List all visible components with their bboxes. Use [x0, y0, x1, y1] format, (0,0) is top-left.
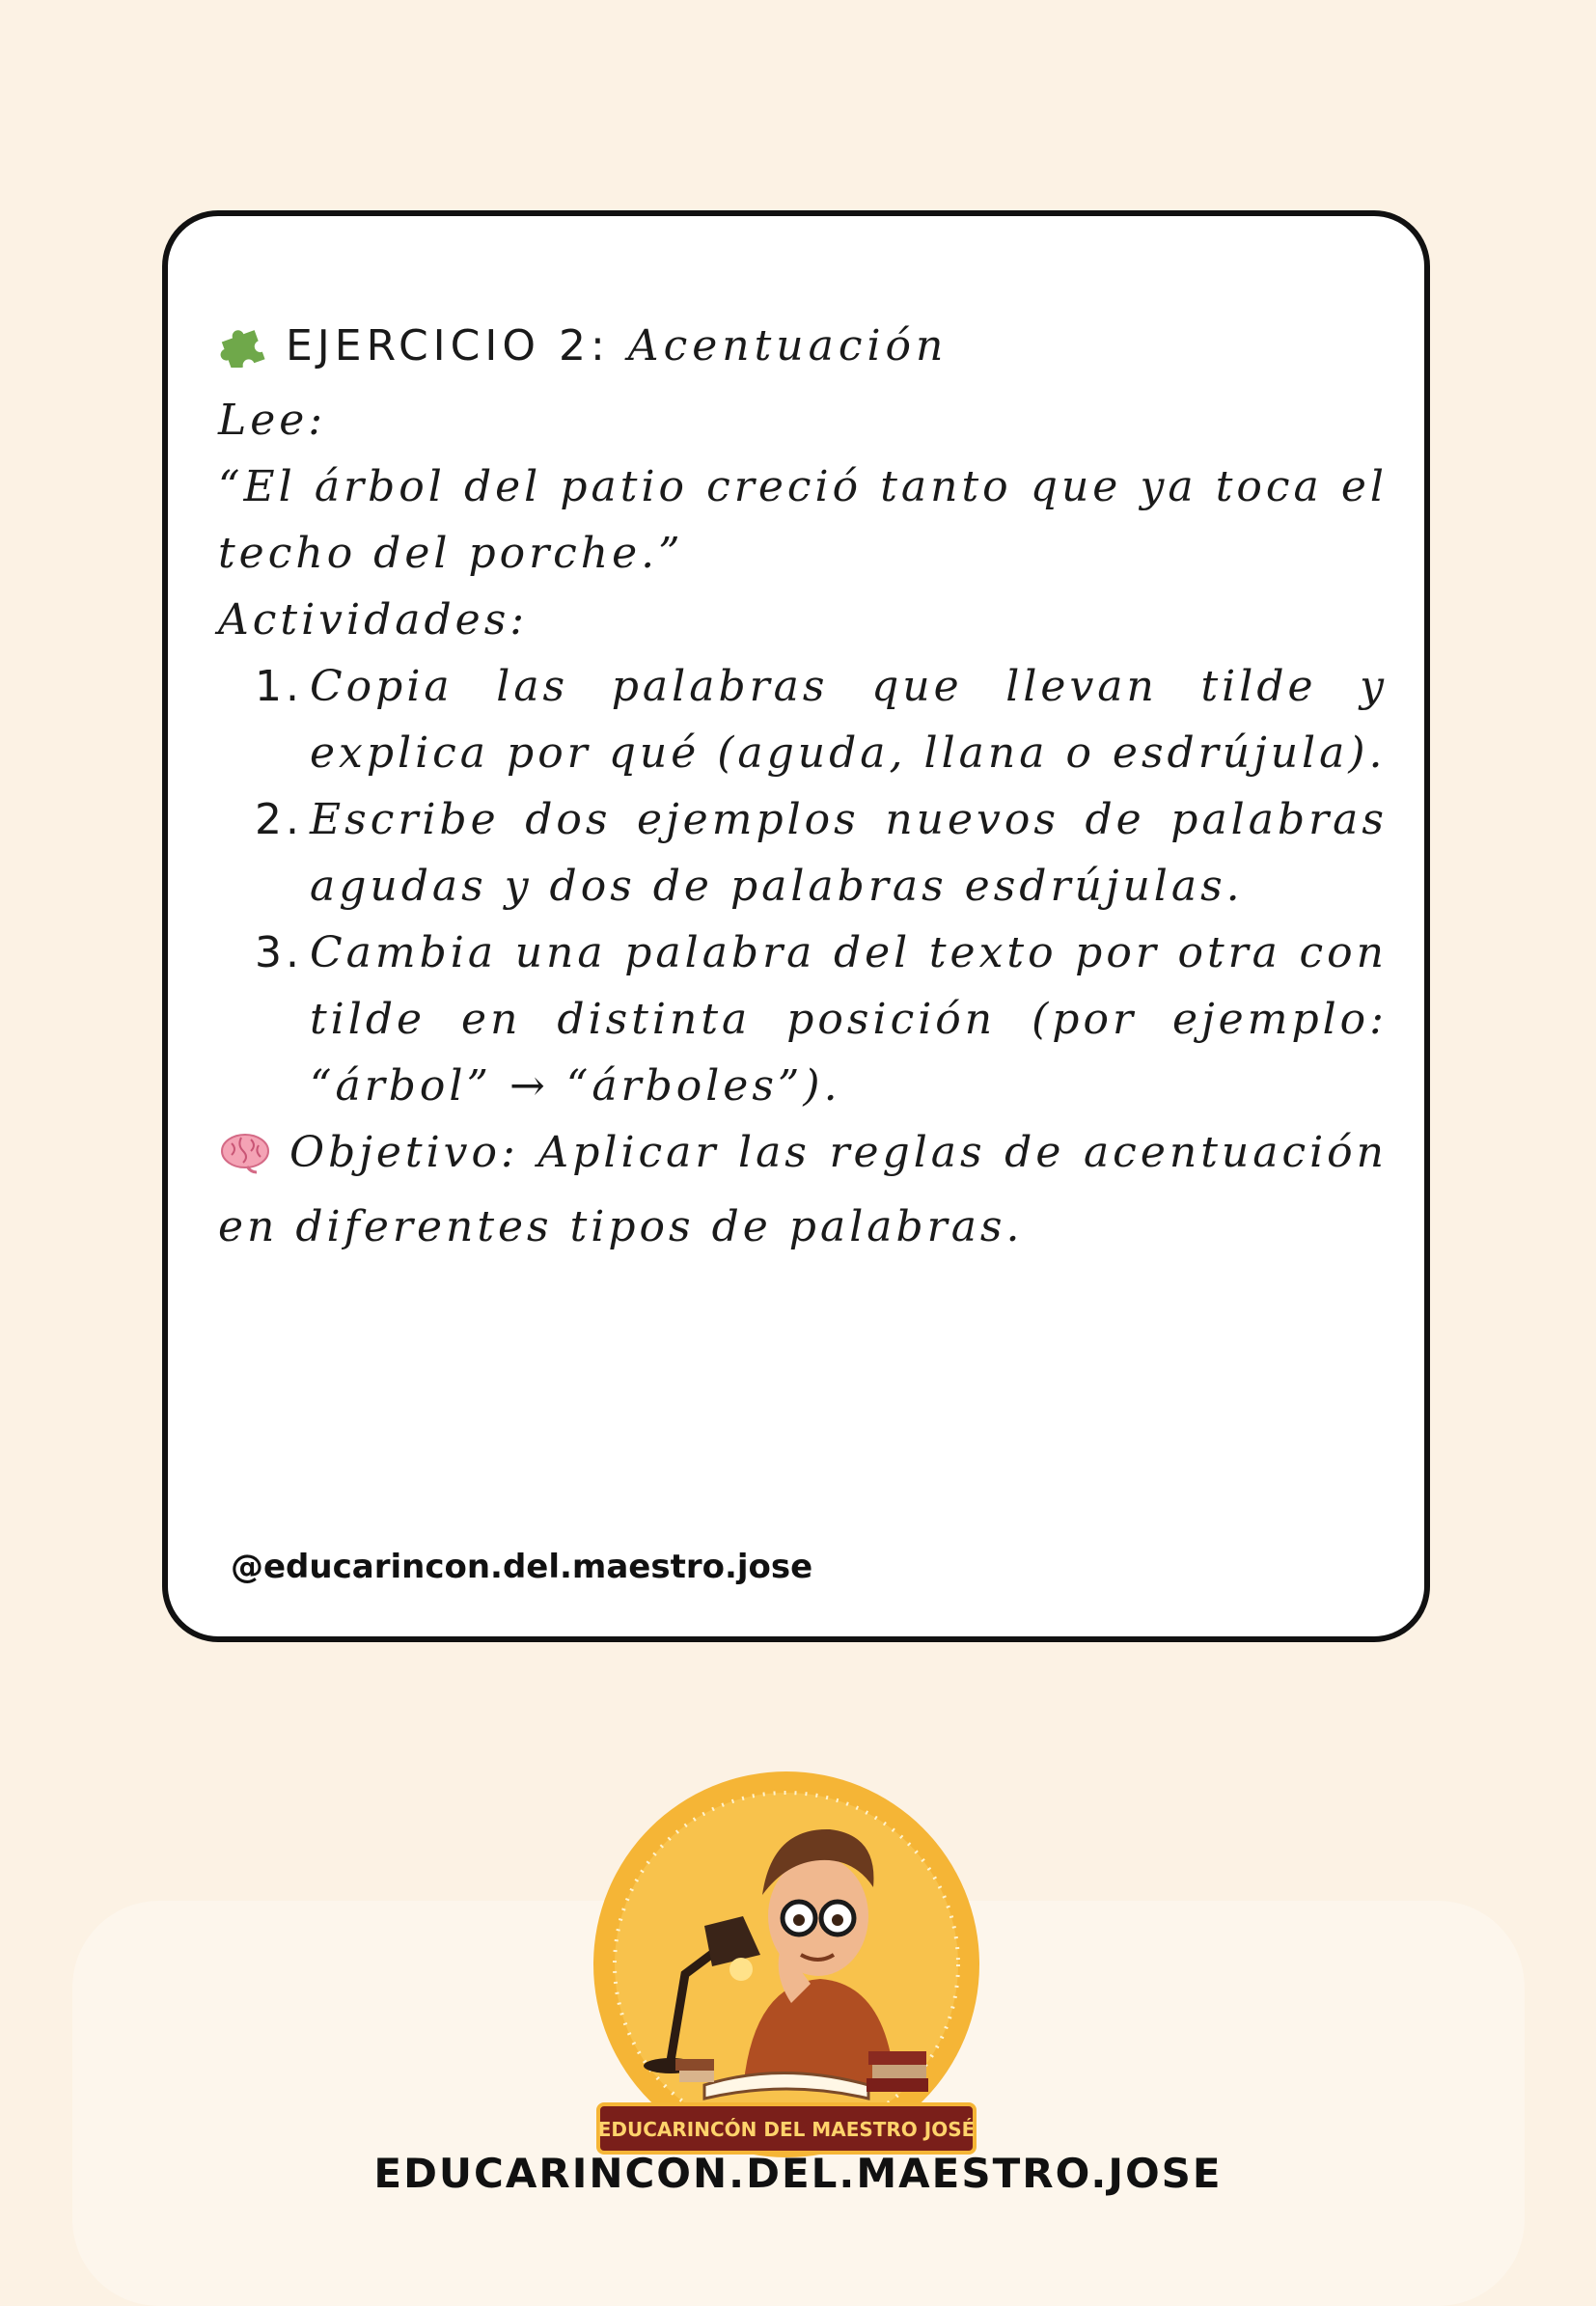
- quote-text: “El árbol del patio creció tanto que ya toca el techo del porche.”: [218, 462, 1388, 578]
- activity-number: 1.: [255, 662, 303, 711]
- activity-text: Copia las palabras que llevan tilde y explica por qué (aguda, llana o esdrújula).: [310, 662, 1388, 778]
- exercise-card: [162, 210, 1430, 1642]
- activities-label: Actividades:: [218, 595, 529, 645]
- exercise-title: [218, 313, 1388, 387]
- activities-list: [218, 653, 1388, 1119]
- footer-brand: EDUCARINCON.DEL.MAESTRO.JOSE: [373, 2150, 1223, 2197]
- puzzle-icon: [218, 320, 268, 387]
- read-label: Lee:: [218, 396, 327, 445]
- exercise-title-prefix: EJERCICIO 2:: [286, 321, 610, 371]
- logo-banner-text: EDUCARINCÓN DEL MAESTRO JOSÉ: [597, 2118, 976, 2141]
- activity-text: Escribe dos ejemplos nuevos de palabras agudas y dos de palabras esdrújulas.: [310, 795, 1388, 911]
- exercise-content: [218, 313, 1388, 1260]
- activity-item: [218, 786, 1388, 920]
- activity-item: [218, 653, 1388, 786]
- exercise-title-topic: Acentuación: [627, 321, 949, 371]
- brand-logo: [579, 1771, 994, 2186]
- activity-number: 3.: [255, 928, 303, 977]
- objective-text: [218, 1119, 1388, 1260]
- objective-body: Objetivo: Aplicar las reglas de acentuación en diferentes tipos de palabras.: [218, 1128, 1388, 1251]
- activity-number: 2.: [255, 795, 303, 844]
- activity-text: Cambia una palabra del texto por otra con tilde en distinta posición (por ejemplo: “árbol” → “árboles”).: [310, 928, 1388, 1111]
- activity-item: [218, 920, 1388, 1119]
- brain-icon: [218, 1127, 272, 1194]
- card-handle: @educarincon.del.maestro.jose: [231, 1548, 813, 1586]
